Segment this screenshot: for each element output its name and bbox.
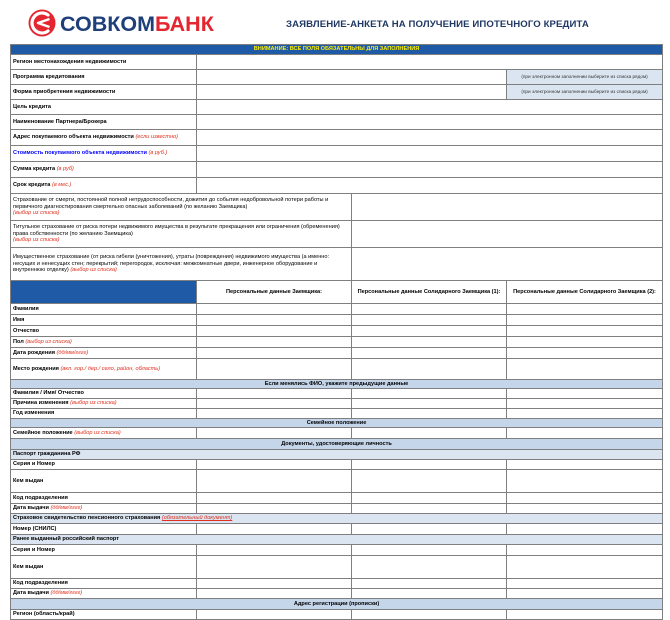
prev-series-input-co2[interactable]: [507, 545, 663, 556]
term-input[interactable]: [197, 178, 663, 194]
warning-banner: ВНИМАНИЕ: ВСЕ ПОЛЯ ОБЯЗАТЕЛЬНЫ ДЛЯ ЗАПОЛНЕНИЯ: [11, 45, 663, 55]
sex-select-co2[interactable]: [507, 337, 663, 348]
sex-label: [11, 337, 197, 348]
issue-date-input-borrower[interactable]: [197, 504, 352, 514]
purchase-form-input[interactable]: [197, 85, 507, 100]
change-reason-input-borrower[interactable]: [197, 399, 352, 409]
prev-series-input-co1[interactable]: [352, 545, 507, 556]
prev-series-input-borrower[interactable]: [197, 545, 352, 556]
reg-region-input-co1[interactable]: [352, 610, 507, 620]
registration-section-title: Адрес регистрации (прописки): [11, 599, 663, 610]
title-insurance-label: [11, 221, 352, 248]
sex-select-co1[interactable]: [352, 337, 507, 348]
name-input-borrower[interactable]: [197, 315, 352, 326]
surname-input-borrower[interactable]: [197, 304, 352, 315]
amount-input[interactable]: [197, 162, 663, 178]
birth-place-note: (вкл. гор./ дер./ село, район, область): [60, 365, 161, 372]
documents-section-title: Документы, удостоверяющие личность: [11, 439, 663, 450]
issued-by-input-borrower[interactable]: [197, 470, 352, 493]
series-input-co2[interactable]: [507, 460, 663, 470]
dept-code-label: Код подразделения: [11, 493, 197, 504]
reg-region-input-co2[interactable]: [507, 610, 663, 620]
purpose-input[interactable]: [197, 100, 663, 115]
prev-dept-code-input-co2[interactable]: [507, 579, 663, 589]
previous-fio-input-co1[interactable]: [352, 389, 507, 399]
birth-place-label-text: Место рождения: [13, 365, 59, 372]
cost-label-text: Стоимость покупаемого объекта недвижимости: [13, 150, 147, 157]
marital-select-co1[interactable]: [352, 428, 507, 439]
sovcombank-logo: [26, 6, 214, 40]
change-reason-note: (выбор из списка): [70, 400, 117, 407]
personal-header-blank: [11, 281, 197, 304]
term-label-text: Срок кредита: [13, 182, 51, 189]
marital-section-title: Семейное положение: [11, 419, 663, 428]
prev-issue-date-label: [11, 589, 197, 599]
birth-date-note: (дд/мм/гггг): [56, 349, 89, 356]
prev-passport-subheader: Ранее выданный российский паспорт: [11, 535, 663, 545]
life-insurance-input[interactable]: [352, 194, 663, 221]
snils-required-note: (обязательный документ): [161, 515, 233, 522]
issue-date-note: (дд/мм/гггг): [50, 505, 83, 512]
snils-input-borrower[interactable]: [197, 524, 352, 535]
title-insurance-input[interactable]: [352, 221, 663, 248]
change-reason-input-co2[interactable]: [507, 399, 663, 409]
marital-select-co2[interactable]: [507, 428, 663, 439]
change-reason-label-text: Причина изменения: [13, 400, 69, 407]
life-insurance-text: Страхование от смерти, постоянной полной нетрудоспособности, дожития до события недобровольной потери работы и первичного диагностирования смертельно опасных заболеваний (по желанию Заемщика): [13, 196, 329, 210]
prev-issued-by-input-borrower[interactable]: [197, 556, 352, 579]
prev-series-label: Серия и Номер: [11, 545, 197, 556]
marital-label-text: Семейное положение: [13, 429, 73, 436]
property-insurance-text: Имущественное страхование (от риска гибели (уничтожения), утраты (повреждения) недвижимого имущества (а именно: несущих и ненесущих стен; перекрытий; перегородок, исключая: межкомнатные двери, инженерное оборудование и внутреннюю отделку): [13, 253, 330, 274]
program-hint: (при электронном заполнении выберите из списка рядом): [507, 70, 663, 85]
dept-code-input-borrower[interactable]: [197, 493, 352, 504]
address-label: [11, 130, 197, 146]
region-input[interactable]: [197, 55, 663, 70]
address-label-text: Адрес покупаемого объекта недвижимости: [13, 134, 134, 141]
change-year-input-co2[interactable]: [507, 409, 663, 419]
birth-place-input-co1[interactable]: [352, 359, 507, 380]
name-input-co1[interactable]: [352, 315, 507, 326]
birth-place-label: [11, 359, 197, 380]
birth-date-input-co2[interactable]: [507, 348, 663, 359]
property-insurance-note: (выбор из списка): [70, 267, 117, 274]
change-year-input-co1[interactable]: [352, 409, 507, 419]
birth-place-input-co2[interactable]: [507, 359, 663, 380]
prev-issue-date-label-text: Дата выдачи: [13, 590, 49, 597]
amount-note: (в руб): [56, 166, 74, 173]
previous-fio-label: Фамилия / Имя/ Отчество: [11, 389, 197, 399]
property-insurance-input[interactable]: [352, 248, 663, 281]
sex-label-text: Пол: [13, 338, 24, 345]
purchase-form-label: Форма приобретения недвижимости: [11, 85, 197, 100]
borrower-header: Персональные данные Заемщика:: [197, 281, 352, 304]
birth-date-label-text: Дата рождения: [13, 349, 55, 356]
cost-note: (в руб.): [148, 150, 168, 157]
amount-label: [11, 162, 197, 178]
snils-input-co1[interactable]: [352, 524, 507, 535]
surname-label: Фамилия: [11, 304, 197, 315]
prev-issue-date-note: (дд/мм/гггг): [50, 590, 83, 597]
prev-issue-date-input-co1[interactable]: [352, 589, 507, 599]
change-year-label: Год изменения: [11, 409, 197, 419]
sex-note: (выбор из списка): [25, 338, 72, 345]
issue-date-label: [11, 504, 197, 514]
dept-code-input-co2[interactable]: [507, 493, 663, 504]
patronymic-input-co1[interactable]: [352, 326, 507, 337]
svg-text:СОВКОМБАНК: [60, 12, 215, 36]
birth-place-input-borrower[interactable]: [197, 359, 352, 380]
life-insurance-note: (выбор из списка): [13, 210, 60, 217]
birth-date-input-co1[interactable]: [352, 348, 507, 359]
issued-by-input-co2[interactable]: [507, 470, 663, 493]
partner-label: Наименование Партнера/Брокера: [11, 115, 197, 130]
change-reason-label: [11, 399, 197, 409]
passport-rf-subheader: Паспорт гражданина РФ: [11, 450, 663, 460]
logo-text-part2: БАНК: [155, 12, 214, 36]
warning-banner-row: [11, 45, 663, 55]
surname-input-co2[interactable]: [507, 304, 663, 315]
name-label: Имя: [11, 315, 197, 326]
prev-dept-code-input-co1[interactable]: [352, 579, 507, 589]
reg-region-input-borrower[interactable]: [197, 610, 352, 620]
prev-issued-by-label: Кем выдан: [11, 556, 197, 579]
address-note: (если известно): [135, 134, 179, 141]
amount-label-text: Сумма кредита: [13, 166, 56, 173]
surname-input-co1[interactable]: [352, 304, 507, 315]
issued-by-label: Кем выдан: [11, 470, 197, 493]
issue-date-input-co1[interactable]: [352, 504, 507, 514]
application-table: [10, 44, 663, 620]
prev-issue-date-input-co2[interactable]: [507, 589, 663, 599]
form-header: [0, 0, 670, 50]
prev-issue-date-input-borrower[interactable]: [197, 589, 352, 599]
sex-select-borrower[interactable]: [197, 337, 352, 348]
issue-date-input-co2[interactable]: [507, 504, 663, 514]
series-input-borrower[interactable]: [197, 460, 352, 470]
name-input-co2[interactable]: [507, 315, 663, 326]
co-borrower-2-header: Персональные данные Солидарного Заемщика (2):: [507, 281, 663, 304]
program-label: Программа кредитования: [11, 70, 197, 85]
snils-number-label: Номер (СНИЛС): [11, 524, 197, 535]
life-insurance-label: [11, 194, 352, 221]
birth-date-input-borrower[interactable]: [197, 348, 352, 359]
patronymic-input-borrower[interactable]: [197, 326, 352, 337]
name-change-section-title: Если менялись ФИО, укажите предыдущие данные: [11, 380, 663, 389]
patronymic-label: Отчество: [11, 326, 197, 337]
previous-fio-input-co2[interactable]: [507, 389, 663, 399]
co-borrower-1-header: Персональные данные Солидарного Заемщика (1):: [352, 281, 507, 304]
purpose-label: Цель кредита: [11, 100, 197, 115]
marital-label: [11, 428, 197, 439]
document-title: ЗАЯВЛЕНИЕ-АНКЕТА НА ПОЛУЧЕНИЕ ИПОТЕЧНОГО КРЕДИТА: [286, 19, 589, 30]
marital-select-borrower[interactable]: [197, 428, 352, 439]
previous-fio-input-borrower[interactable]: [197, 389, 352, 399]
property-insurance-label: [11, 248, 352, 281]
term-label: [11, 178, 197, 194]
change-year-input-borrower[interactable]: [197, 409, 352, 419]
program-input[interactable]: [197, 70, 507, 85]
series-input-co1[interactable]: [352, 460, 507, 470]
purchase-form-hint: (при электронном заполнении выберите из списка рядом): [507, 85, 663, 100]
series-label: Серия и Номер: [11, 460, 197, 470]
prev-issued-by-input-co1[interactable]: [352, 556, 507, 579]
prev-dept-code-input-borrower[interactable]: [197, 579, 352, 589]
cost-input[interactable]: [197, 146, 663, 162]
change-reason-input-co1[interactable]: [352, 399, 507, 409]
title-insurance-text: Титульное страхование от риска потери недвижимого имущества в результате прекращения или ограничения (обременения) права собственности (по желанию Заемщика): [13, 223, 340, 237]
personal-headers-row: [11, 281, 663, 304]
prev-dept-code-label: Код подразделения: [11, 579, 197, 589]
issued-by-input-co1[interactable]: [352, 470, 507, 493]
issue-date-label-text: Дата выдачи: [13, 505, 49, 512]
logo-text-part1: СОВКОМ: [60, 12, 155, 36]
marital-note: (выбор из списка): [74, 429, 121, 436]
birth-date-label: [11, 348, 197, 359]
patronymic-input-co2[interactable]: [507, 326, 663, 337]
dept-code-input-co1[interactable]: [352, 493, 507, 504]
snils-subheader: [11, 514, 663, 524]
address-input[interactable]: [197, 130, 663, 146]
snils-title: Страховое свидетельство пенсионного страхования: [13, 515, 161, 522]
term-note: (в мес.): [51, 182, 72, 189]
partner-input[interactable]: [197, 115, 663, 130]
prev-issued-by-input-co2[interactable]: [507, 556, 663, 579]
cost-label: [11, 146, 197, 162]
region-label: Регион местонахождения недвижимости: [11, 55, 197, 70]
reg-region-label: Регион (область/край): [11, 610, 197, 620]
snils-input-co2[interactable]: [507, 524, 663, 535]
title-insurance-note: (выбор из списка): [13, 237, 60, 244]
